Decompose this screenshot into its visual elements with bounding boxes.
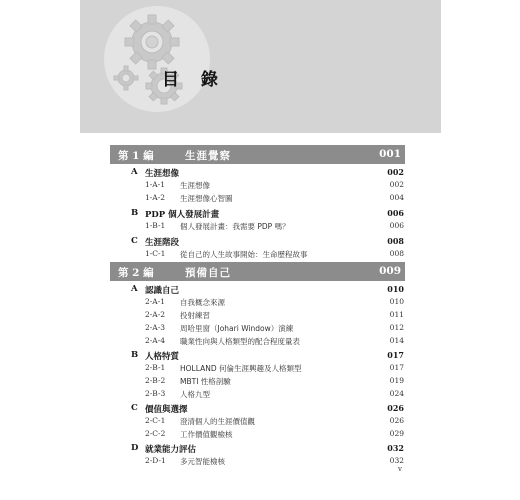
section-letter: D (131, 443, 139, 453)
item-code: 1-A-2 (145, 193, 166, 202)
section-letter: A (131, 167, 138, 177)
item-code: 2-C-1 (145, 416, 166, 425)
chapter-heading (110, 145, 405, 164)
chapter-title: 預備自己 (185, 267, 231, 279)
section-title: 就業能力評估 (145, 445, 197, 455)
section-page: 006 (387, 208, 404, 218)
item-code: 2-C-2 (145, 429, 166, 438)
item-code: 1-A-1 (145, 180, 166, 189)
item-title: 從自己的人生故事開始：生命歷程故事 (180, 250, 308, 259)
item-page: 024 (389, 389, 404, 398)
section-title: 生涯階段 (145, 238, 180, 248)
item-code: 2-A-3 (145, 323, 166, 332)
item-page: 010 (389, 297, 404, 306)
section-page: 026 (387, 403, 404, 413)
toc-item (0, 336, 520, 348)
page-folio: v (398, 465, 402, 473)
item-code: 2-B-1 (145, 363, 166, 372)
item-code: 2-B-2 (145, 376, 166, 385)
item-code: 2-A-1 (145, 297, 166, 306)
section-letter: C (131, 236, 138, 246)
chapter-page: 009 (379, 265, 401, 277)
chapter-heading (110, 262, 405, 281)
item-page: 012 (389, 323, 404, 332)
gear-illustration (104, 6, 210, 112)
chapter-title: 生涯覺察 (185, 150, 231, 162)
section-title: 人格特質 (145, 352, 180, 362)
item-page: 029 (389, 429, 404, 438)
item-page: 017 (389, 363, 404, 372)
item-page: 011 (389, 310, 404, 319)
chapter-page: 001 (379, 148, 401, 160)
item-title: 個人發展計畫：我需要 PDP 嗎？ (180, 222, 290, 231)
toc-item (0, 416, 520, 428)
toc-item (0, 363, 520, 375)
chapter-number: 第 1 編 (118, 150, 154, 162)
toc-section (0, 350, 520, 362)
item-title: 職業性向與人格類型的配合程度量表 (180, 337, 300, 346)
toc-item (0, 323, 520, 335)
item-page: 008 (389, 249, 404, 258)
section-page: 008 (387, 236, 404, 246)
item-title: 人格九型 (180, 390, 210, 399)
toc-section (0, 208, 520, 220)
toc-item (0, 456, 520, 468)
item-code: 1-B-1 (145, 221, 166, 230)
page-title: 目 錄 (162, 70, 226, 90)
toc-item (0, 310, 520, 322)
section-page: 017 (387, 350, 404, 360)
section-letter: A (131, 284, 138, 294)
item-title: 投射練習 (180, 311, 210, 320)
toc-item (0, 376, 520, 388)
toc-section (0, 236, 520, 248)
item-page: 014 (389, 336, 404, 345)
toc-section (0, 284, 520, 296)
item-title: 工作價值觀檢核 (180, 430, 233, 439)
chapter-number: 第 2 編 (118, 267, 154, 279)
item-code: 2-B-3 (145, 389, 166, 398)
item-page: 026 (389, 416, 404, 425)
item-code: 2-A-4 (145, 336, 166, 345)
item-code: 2-D-1 (145, 456, 166, 465)
gears-icon (104, 6, 210, 112)
item-title: 澄清個人的生涯價值觀 (180, 417, 255, 426)
item-title: 自我概念來源 (180, 298, 225, 307)
section-title: 價值與選擇 (145, 405, 188, 415)
item-code: 2-A-2 (145, 310, 166, 319)
section-title: 生涯想像 (145, 169, 180, 179)
item-code: 1-C-1 (145, 249, 166, 258)
item-page: 002 (389, 180, 404, 189)
item-page: 032 (389, 456, 404, 465)
toc-item (0, 297, 520, 309)
item-title: MBTI 性格剖驗 (180, 377, 231, 386)
section-letter: B (131, 350, 139, 360)
toc-section (0, 167, 520, 179)
section-title: 認識自己 (145, 286, 180, 296)
toc-item (0, 249, 520, 261)
item-title: HOLLAND 何倫生涯興趣及人格類型 (180, 364, 302, 373)
item-title: 生涯想像 (180, 181, 210, 190)
toc-item (0, 193, 520, 205)
item-title: 生涯想像心智圖 (180, 194, 233, 203)
item-title: 周哈里窗（Johari Window）演練 (180, 324, 294, 333)
item-page: 006 (389, 221, 404, 230)
section-page: 002 (387, 167, 404, 177)
item-title: 多元智能檢核 (180, 457, 225, 466)
toc-item (0, 389, 520, 401)
section-page: 032 (387, 443, 404, 453)
section-letter: B (131, 208, 139, 218)
item-page: 019 (389, 376, 404, 385)
toc-item (0, 429, 520, 441)
section-page: 010 (387, 284, 404, 294)
toc-item (0, 180, 520, 192)
item-page: 004 (389, 193, 404, 202)
section-title: PDP 個人發展計畫 (145, 210, 220, 220)
section-letter: C (131, 403, 138, 413)
toc-section (0, 443, 520, 455)
toc-item (0, 221, 520, 233)
toc-section (0, 403, 520, 415)
